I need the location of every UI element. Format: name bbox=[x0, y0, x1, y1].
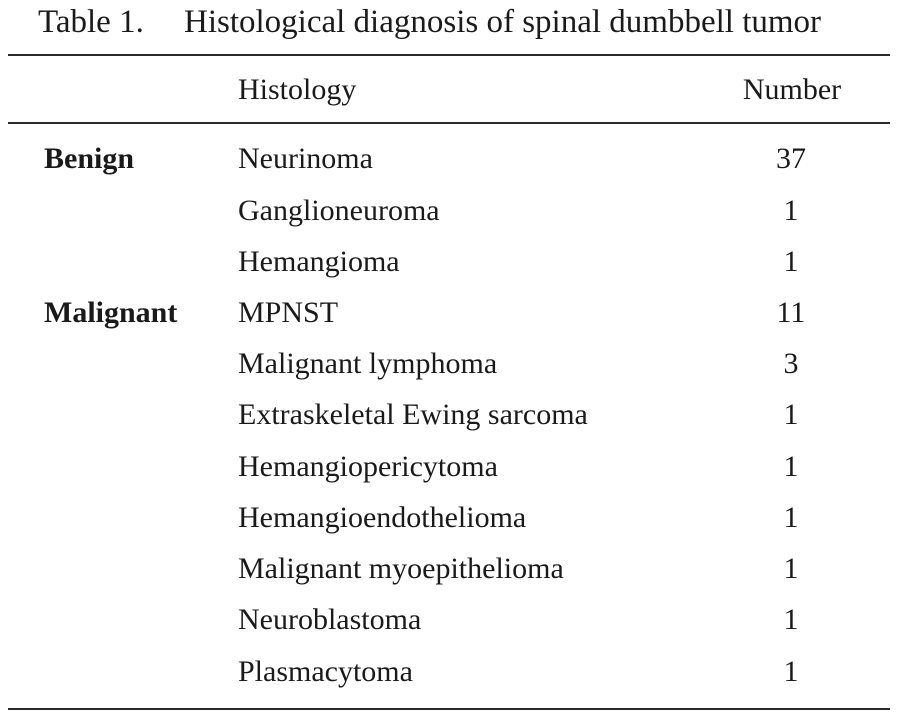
number-cell: 1 bbox=[783, 603, 799, 636]
histology-cell: Hemangioma bbox=[238, 245, 400, 278]
group-label-malignant: Malignant bbox=[44, 296, 178, 329]
table-header-rule bbox=[8, 122, 890, 124]
table-caption-title: Histological diagnosis of spinal dumbbell tumor bbox=[184, 4, 822, 40]
number-cell: 37 bbox=[776, 142, 806, 175]
table-caption bbox=[38, 2, 821, 42]
number-cell: 1 bbox=[783, 501, 799, 534]
table-top-rule bbox=[8, 54, 890, 56]
histology-cell: Malignant myoepithelioma bbox=[238, 552, 564, 585]
number-cell: 1 bbox=[783, 398, 799, 431]
column-header-histology: Histology bbox=[238, 73, 357, 106]
number-cell: 1 bbox=[783, 450, 799, 483]
histology-cell: Plasmacytoma bbox=[238, 655, 413, 688]
number-cell: 11 bbox=[776, 296, 806, 329]
table-caption-label: Table 1. bbox=[38, 4, 144, 40]
number-cell: 1 bbox=[783, 245, 799, 278]
number-cell: 1 bbox=[783, 194, 799, 227]
histology-cell: MPNST bbox=[238, 296, 339, 329]
group-label-benign: Benign bbox=[44, 142, 135, 175]
histology-cell: Neurinoma bbox=[238, 142, 373, 175]
table-bottom-rule bbox=[8, 708, 890, 710]
column-header-number: Number bbox=[742, 73, 842, 106]
histology-cell: Hemangiopericytoma bbox=[238, 450, 498, 483]
number-cell: 1 bbox=[783, 552, 799, 585]
histology-cell: Extraskeletal Ewing sarcoma bbox=[238, 398, 588, 431]
histology-cell: Malignant lymphoma bbox=[238, 347, 498, 380]
histology-cell: Neuroblastoma bbox=[238, 603, 422, 636]
histology-cell: Hemangioendothelioma bbox=[238, 501, 527, 534]
histology-cell: Ganglioneuroma bbox=[238, 194, 440, 227]
number-cell: 3 bbox=[783, 347, 799, 380]
number-cell: 1 bbox=[783, 655, 799, 688]
